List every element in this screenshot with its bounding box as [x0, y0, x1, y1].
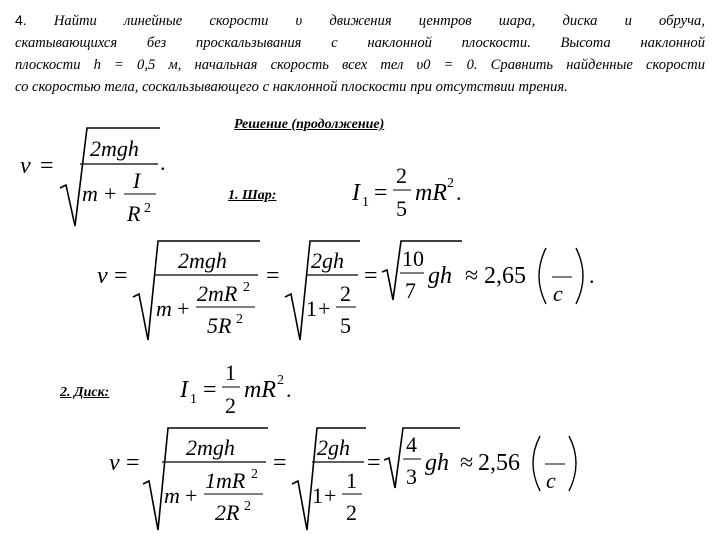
inner-den: 5R [207, 313, 232, 338]
fraction-num: 10 [402, 246, 424, 271]
numerator: 2gh [317, 435, 350, 460]
var-v: v [109, 450, 120, 476]
plus-sign: + [177, 296, 190, 321]
one: 1 [312, 483, 323, 508]
exponent: 2 [251, 467, 258, 482]
unit-denominator: с [553, 281, 563, 306]
general-formula [20, 128, 166, 226]
unit-denominator: с [546, 468, 556, 493]
fraction-den: 5 [340, 313, 351, 338]
var-I: I [180, 377, 188, 403]
disk-velocity [109, 428, 576, 530]
equals-sign: = [364, 263, 378, 289]
disk-label: 2. Диск: [60, 385, 110, 400]
problem-line-4: со скоростью тела, соскальзывающего с наклонной плоскости при отсутствии трения. [15, 79, 568, 95]
ball-label: 1. Шар: [228, 188, 277, 203]
equals-sign: = [203, 377, 217, 403]
denom-m: m [82, 181, 98, 206]
fraction-num: 2 [340, 281, 351, 306]
problem-line-3: плоскости h = 0,5 м, начальная скорость всех тел υ0 = 0. Сравнить найденные скорости [15, 57, 705, 73]
denom-m: m [156, 296, 172, 321]
var-I: I [133, 168, 141, 193]
disk-inertia [179, 360, 292, 418]
equals-sign: = [40, 153, 54, 179]
period: . [589, 263, 595, 288]
var-v: v [20, 153, 31, 179]
exponent: 2 [447, 176, 454, 191]
period: . [456, 180, 462, 205]
var-v: v [97, 263, 108, 289]
equals-sign: = [266, 263, 280, 289]
result-value: 2,65 [484, 263, 526, 289]
plus-sign: + [104, 181, 117, 206]
fraction-den: 2 [225, 393, 236, 418]
fraction-den: 3 [406, 464, 417, 489]
plus-sign: + [185, 483, 198, 508]
fraction-den: 2 [346, 500, 357, 525]
left-paren [539, 248, 546, 304]
problem-line-1: Найти линейные скорости υ движения центров шара, диска и обруча, [53, 13, 705, 29]
ball-velocity [97, 241, 595, 340]
fraction-num: 4 [406, 432, 417, 457]
var-R: R [127, 201, 141, 226]
var-mR: mR [415, 180, 447, 206]
exponent: 2 [277, 373, 284, 388]
var-I: I [352, 180, 360, 206]
exponent: 2 [243, 280, 250, 295]
inner-num: 2mR [197, 281, 238, 306]
numerator: 2mgh [90, 136, 139, 161]
one: 1 [306, 296, 317, 321]
plus-sign: + [324, 483, 337, 508]
equals-sign: = [367, 450, 381, 476]
right-paren [576, 248, 583, 304]
equals-sign: = [114, 263, 128, 289]
equals-sign: = [273, 450, 287, 476]
fraction-den: 7 [405, 278, 416, 303]
subscript: 1 [190, 392, 197, 407]
fraction-num: 2 [396, 163, 407, 188]
exponent: 2 [144, 201, 151, 216]
inner-den: 2R [215, 500, 240, 525]
problem-line-2: скатывающихся без проскальзывания с наклонной плоскости. Высота наклонной [15, 35, 705, 51]
fraction-den: 5 [396, 196, 407, 221]
var-gh: gh [425, 450, 449, 476]
solution-heading: Решение (продолжение) [234, 117, 385, 132]
equals-sign: = [126, 450, 140, 476]
problem-number: 4. [15, 12, 27, 28]
var-mR: mR [244, 377, 276, 403]
subscript: 1 [362, 195, 369, 210]
inner-num: 1mR [205, 468, 246, 493]
fraction-num: 1 [346, 468, 357, 493]
ball-inertia [351, 163, 462, 221]
left-paren [533, 436, 540, 491]
numerator: 2mgh [186, 435, 235, 460]
result-value: 2,56 [478, 450, 520, 476]
period: . [286, 377, 292, 402]
var-gh: gh [428, 263, 452, 289]
exponent: 2 [236, 312, 243, 327]
period: . [160, 150, 166, 175]
denom-m: m [164, 483, 180, 508]
equals-sign: = [374, 180, 388, 206]
approx-sign: ≈ [460, 450, 474, 476]
approx-sign: ≈ [465, 263, 479, 289]
exponent: 2 [244, 499, 251, 514]
numerator: 2mgh [178, 248, 227, 273]
numerator: 2gh [311, 248, 344, 273]
plus-sign: + [318, 296, 331, 321]
fraction-num: 1 [225, 360, 236, 385]
right-paren [569, 436, 576, 491]
